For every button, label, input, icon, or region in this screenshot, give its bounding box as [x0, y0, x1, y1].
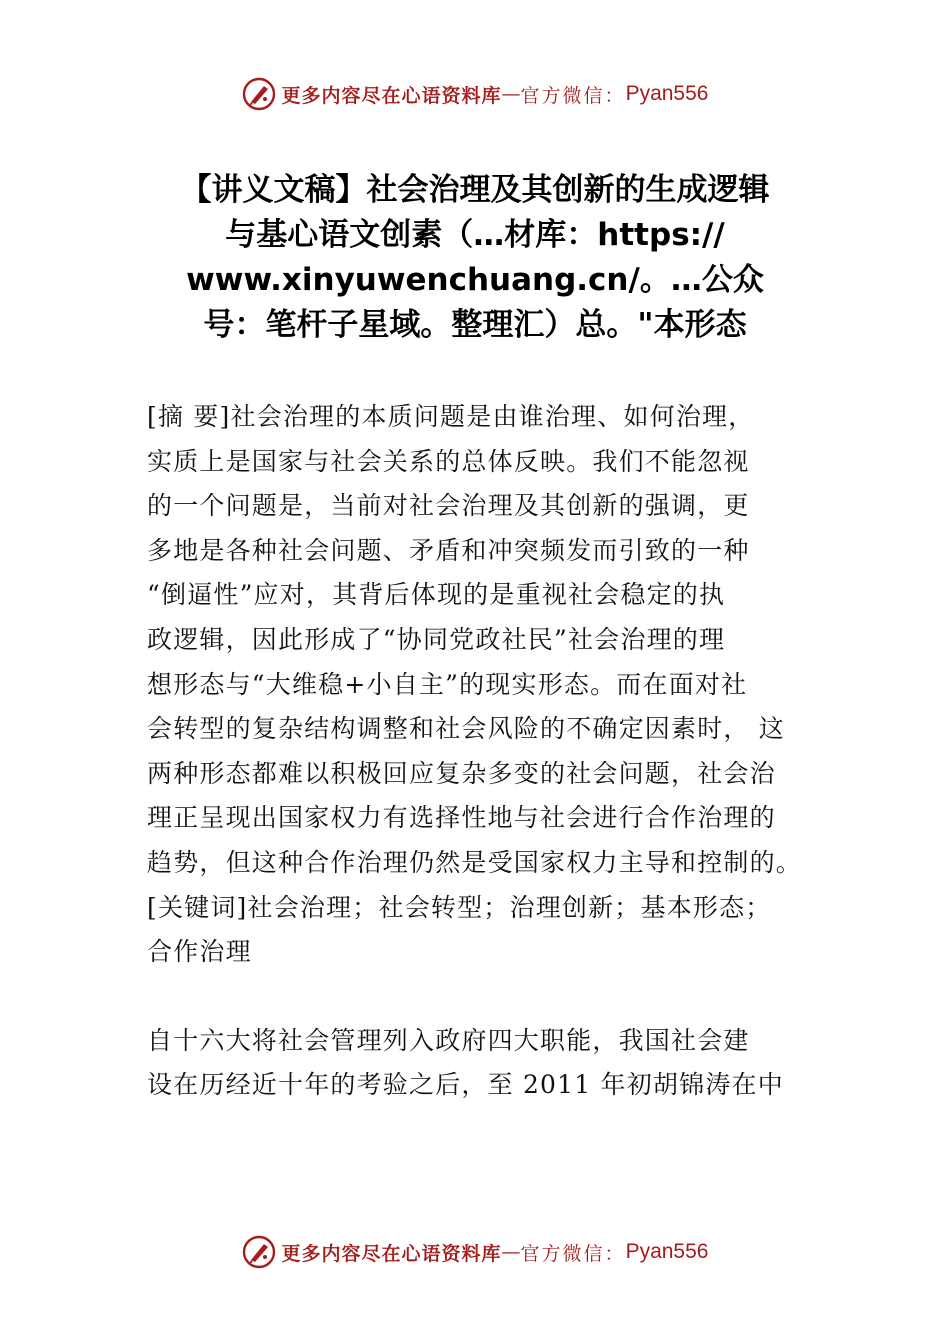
abstract-line: 想形态与“大维稳+小自主”的现实形态。而在面对社 — [147, 669, 748, 699]
banner-wechat-label: 官方微信： — [520, 84, 626, 107]
keywords-paragraph — [147, 886, 827, 975]
keywords-line: [关键词]社会治理；社会转型；治理创新；基本形态； — [147, 892, 772, 922]
abstract-line: 理正呈现出国家权力有选择性地与社会进行合作治理的 — [147, 803, 776, 833]
keywords-line: 合作治理 — [147, 937, 252, 967]
abstract-line: 趋势，但这种合作治理仍然是受国家权力主导和控制的。 — [147, 847, 803, 877]
abstract-paragraph — [147, 395, 827, 886]
banner-text: 更多内容尽在心语资料库 — [281, 1242, 502, 1265]
header-banner — [0, 74, 950, 114]
banner-wechat-id: Pyan556 — [625, 82, 709, 105]
intro-line: 设在历经近十年的考验之后，至 2011 年初胡锦涛在中 — [147, 1070, 784, 1100]
banner-text: 更多内容尽在心语资料库 — [281, 84, 502, 107]
banner-wechat-label: 官方微信： — [520, 1242, 626, 1265]
abstract-line: 政逻辑，因此形成了“协同党政社民”社会治理的理 — [147, 624, 726, 654]
intro-line: 自十六大将社会管理列入政府四大职能，我国社会建 — [147, 1025, 750, 1055]
pen-logo-icon — [242, 1235, 276, 1269]
title-line: www.xinyuwenchuang.cn/。…公众 — [186, 262, 764, 298]
footer-banner — [0, 1232, 950, 1272]
banner-separator: — — [501, 1241, 521, 1263]
abstract-line: 的一个问题是，当前对社会治理及其创新的强调，更 — [147, 491, 750, 521]
abstract-line: 会转型的复杂结构调整和社会风险的不确定因素时， 这 — [147, 714, 785, 744]
paragraph-gap — [147, 975, 827, 1019]
title-line: 【讲义文稿】社会治理及其创新的生成逻辑 — [180, 172, 770, 208]
title-line: 与基心语文创素（…材库：https:// — [225, 217, 725, 253]
abstract-line: 多地是各种社会问题、矛盾和冲突频发而引致的一种 — [147, 535, 750, 565]
abstract-line: “倒逼性”应对，其背后体现的是重视社会稳定的执 — [147, 580, 726, 610]
pen-logo-icon — [242, 77, 276, 111]
document-body — [147, 395, 827, 1108]
abstract-line: [摘 要]社会治理的本质问题是由谁治理、如何治理， — [147, 402, 755, 431]
document-title — [120, 168, 830, 348]
title-line: 号：笔杆子星域。整理汇）总。"本形态 — [203, 307, 747, 343]
banner-wechat-id: Pyan556 — [625, 1240, 709, 1263]
intro-paragraph — [147, 1019, 827, 1108]
abstract-line: 两种形态都难以积极回应复杂多变的社会问题，社会治 — [147, 758, 776, 788]
banner-separator: — — [501, 83, 521, 105]
abstract-line: 实质上是国家与社会关系的总体反映。我们不能忽视 — [147, 446, 750, 476]
